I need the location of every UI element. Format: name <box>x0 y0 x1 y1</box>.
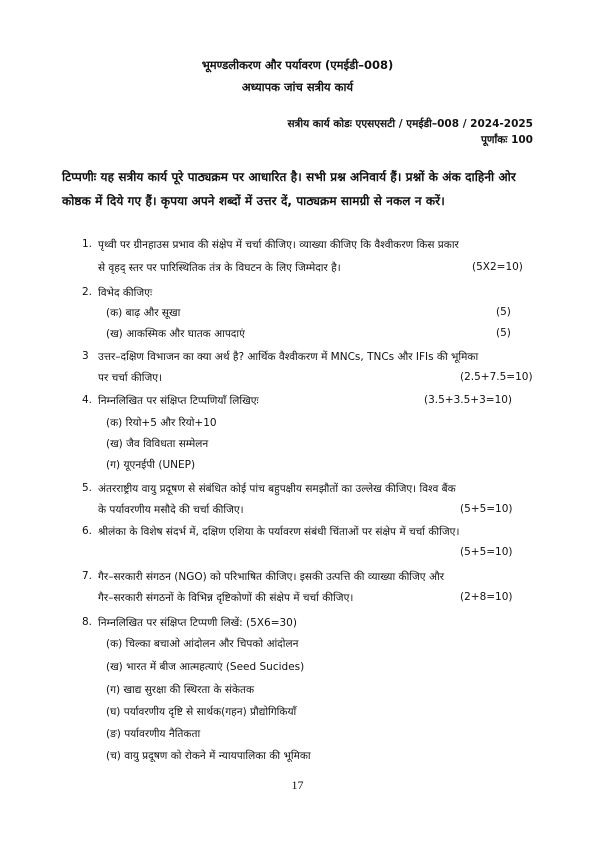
total-marks: पूर्णांकः 100 <box>480 134 533 146</box>
assignment-code: सत्रीय कार्य कोडः एएसएसटी / एमईडी–008 / 2024-2025 <box>287 118 533 130</box>
question-1-line-2: से वृहद् स्तर पर पारिस्थितिक तंत्र के विघटन के लिए जिम्मेदार है। <box>98 262 341 274</box>
question-8-part-e: (ङ) पर्यावरणीय नैतिकता <box>106 728 201 740</box>
question-2-number: 2. <box>82 286 93 298</box>
question-4-part-c: (ग) यूएनईपी (UNEP) <box>106 459 196 471</box>
question-3-number: 3 <box>82 350 89 362</box>
question-3-line-2: पर चर्चा कीजिए। <box>98 372 163 384</box>
question-4-part-b: (ख) जैव विविधता सम्मेलन <box>106 438 209 450</box>
question-8-part-b: (ख) भारत में बीज आत्महत्याएं (Seed Sucides) <box>106 661 305 673</box>
question-1-number: 1. <box>82 238 93 250</box>
question-8-number: 8. <box>82 616 93 628</box>
question-6-line-1: श्रीलंका के विशेष संदर्भ में, दक्षिण एशिया के पर्यावरण संबंधी चिंताओं पर संक्षेप में चर्चा कीजिए। <box>98 526 460 538</box>
question-2-part-b-marks: (5) <box>496 327 511 339</box>
course-title: भूमण्डलीकरण और पर्यावरण (एमईडी–008) <box>201 58 394 72</box>
question-8-part-f: (च) वायु प्रदूषण को रोकने में न्यायपालिका की भूमिका <box>106 750 311 762</box>
question-7-line-2: गैर–सरकारी संगठनों के विभिन्न दृष्टिकोणों की संक्षेप में चर्चा कीजिए। <box>98 592 354 604</box>
page-number: 17 <box>291 778 304 792</box>
question-6-number: 6. <box>82 525 93 537</box>
question-6-marks: (5+5=10) <box>460 546 513 558</box>
assignment-subtitle: अध्यापक जांच सत्रीय कार्य <box>241 80 354 94</box>
question-5-line-2: के पर्यावरणीय मसौदे की चर्चा कीजिए। <box>98 504 244 516</box>
question-8-part-d: (घ) पर्यावरणीय दृष्टि से सार्थक(गहन) प्रौद्योगिकियाँ <box>106 706 297 718</box>
question-4-number: 4. <box>82 394 93 406</box>
question-2-part-b: (ख) आकस्मिक और घातक आपदाएं <box>106 328 245 340</box>
question-4-line-1: निम्नलिखित पर संक्षिप्त टिप्पणियाँ लिखिएः <box>98 395 259 407</box>
question-1-line-1: पृथ्वी पर ग्रीनहाउस प्रभाव की संक्षेप में चर्चा कीजिए। व्याख्या कीजिए कि वैश्वीकरण किस प्रकार <box>98 239 459 251</box>
question-3-line-1: उत्तर–दक्षिण विभाजन का क्या अर्थ है? आर्थिक वैश्वीकरण में MNCs, TNCs और IFIs की भूमिका <box>98 351 479 363</box>
question-1-marks: (5X2=10) <box>472 261 523 273</box>
question-2-part-a: (क) बाढ़ और सूखा <box>106 307 181 319</box>
question-8-part-a: (क) चिल्का बचाओ आंदोलन और चिपको आंदोलन <box>106 638 299 650</box>
question-8-part-c: (ग) खाद्य सुरक्षा की स्थिरता के संकेतक <box>106 684 255 696</box>
note-line-1: टिप्पणीः यह सत्रीय कार्य पूरे पाठ्यक्रम पर आधारित है। सभी प्रश्न अनिवार्य हैं। प्रश्नों के अंक दाहिनी ओर <box>62 170 516 184</box>
note-line-2: कोष्ठक में दिये गए हैं। कृपया अपने शब्दों में उत्तर दें, पाठ्यक्रम सामग्री से नकल न करें। <box>62 194 445 208</box>
question-7-number: 7. <box>82 570 93 582</box>
question-2-line-1: विभेद कीजिएः <box>98 287 153 299</box>
question-3-marks: (2.5+7.5=10) <box>460 371 533 383</box>
question-5-marks: (5+5=10) <box>460 503 513 515</box>
question-7-marks: (2+8=10) <box>460 591 513 603</box>
question-5-line-1: अंतरराष्ट्रीय वायु प्रदूषण से संबंधित कोई पांच बहुपक्षीय समझौतों का उल्लेख कीजिए। विश्व बैंक <box>98 483 456 495</box>
question-2-part-a-marks: (5) <box>496 306 511 318</box>
question-5-number: 5. <box>82 482 93 494</box>
question-7-line-1: गैर–सरकारी संगठन (NGO) को परिभाषित कीजिए। इसकी उत्पत्ति की व्याख्या कीजिए और <box>98 571 444 583</box>
question-4-marks: (3.5+3.5+3=10) <box>424 394 513 406</box>
question-8-line-1: निम्नलिखित पर संक्षिप्त टिप्पणी लिखें: (5X6=30) <box>98 617 297 629</box>
question-4-part-a: (क) रियो+5 और रियो+10 <box>106 417 217 429</box>
